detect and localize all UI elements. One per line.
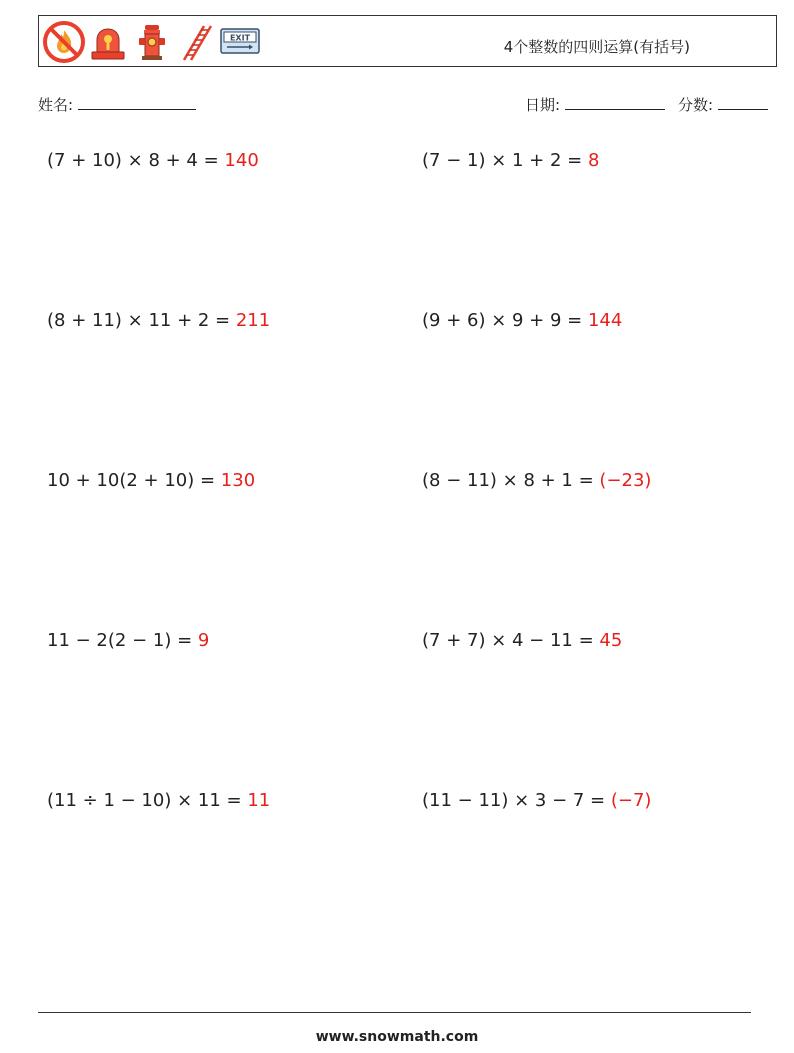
problem-3 — [47, 310, 270, 331]
problem-expression: (7 + 7) × 4 − 11 = — [422, 630, 600, 651]
exit-sign-text: EXIT — [229, 33, 251, 43]
problem-expression: (7 + 10) × 8 + 4 = — [47, 150, 225, 171]
problem-2 — [422, 150, 599, 171]
problem-expression: 10 + 10(2 + 10) = — [47, 470, 221, 491]
problem-7 — [47, 630, 209, 651]
date-label: 日期: — [525, 96, 561, 114]
problem-1 — [47, 150, 259, 171]
problem-expression: (11 − 11) × 3 − 7 = — [422, 790, 611, 811]
no-fire-icon — [42, 20, 86, 64]
problem-answer: 211 — [235, 310, 271, 331]
date-blank[interactable] — [565, 95, 665, 110]
score-field[interactable] — [678, 94, 768, 115]
problem-10 — [422, 790, 651, 811]
problem-answer: 11 — [247, 790, 271, 811]
problem-answer: 45 — [599, 630, 623, 651]
score-blank[interactable] — [718, 95, 768, 110]
date-field[interactable] — [525, 94, 665, 115]
problem-5 — [47, 470, 255, 491]
problem-expression: (8 − 11) × 8 + 1 = — [422, 470, 600, 491]
problem-expression: (7 − 1) × 1 + 2 = — [422, 150, 588, 171]
fire-hydrant-icon — [130, 20, 174, 64]
footer-website[interactable]: www.snowmath.com — [315, 1029, 479, 1045]
ladder-icon — [174, 20, 218, 64]
problem-answer: 140 — [224, 150, 259, 171]
problem-4 — [422, 310, 622, 331]
worksheet-header — [38, 15, 777, 67]
siren-icon — [86, 20, 130, 64]
problem-expression: (8 + 11) × 11 + 2 = — [47, 310, 236, 331]
problem-expression: (11 ÷ 1 − 10) × 11 = — [47, 790, 248, 811]
icon-strip — [42, 20, 262, 64]
problem-answer: 9 — [197, 630, 210, 651]
problem-expression: 11 − 2(2 − 1) = — [47, 630, 198, 651]
name-label: 姓名: — [38, 96, 74, 114]
problem-8 — [422, 630, 622, 651]
problem-answer: 8 — [587, 150, 600, 171]
problem-answer: 130 — [220, 470, 256, 491]
footer-divider — [38, 1012, 751, 1013]
problem-answer: 144 — [587, 310, 623, 331]
score-label: 分数: — [678, 96, 714, 114]
problem-answer: (−7) — [610, 790, 652, 811]
problem-answer: (−23) — [599, 470, 652, 491]
exit-sign-icon — [218, 20, 262, 64]
problem-expression: (9 + 6) × 9 + 9 = — [422, 310, 588, 331]
problem-9 — [47, 790, 270, 811]
name-blank[interactable] — [78, 95, 196, 110]
name-field[interactable] — [38, 94, 196, 115]
problem-6 — [422, 470, 651, 491]
worksheet-title: 4个整数的四则运算(有括号) — [503, 38, 690, 56]
